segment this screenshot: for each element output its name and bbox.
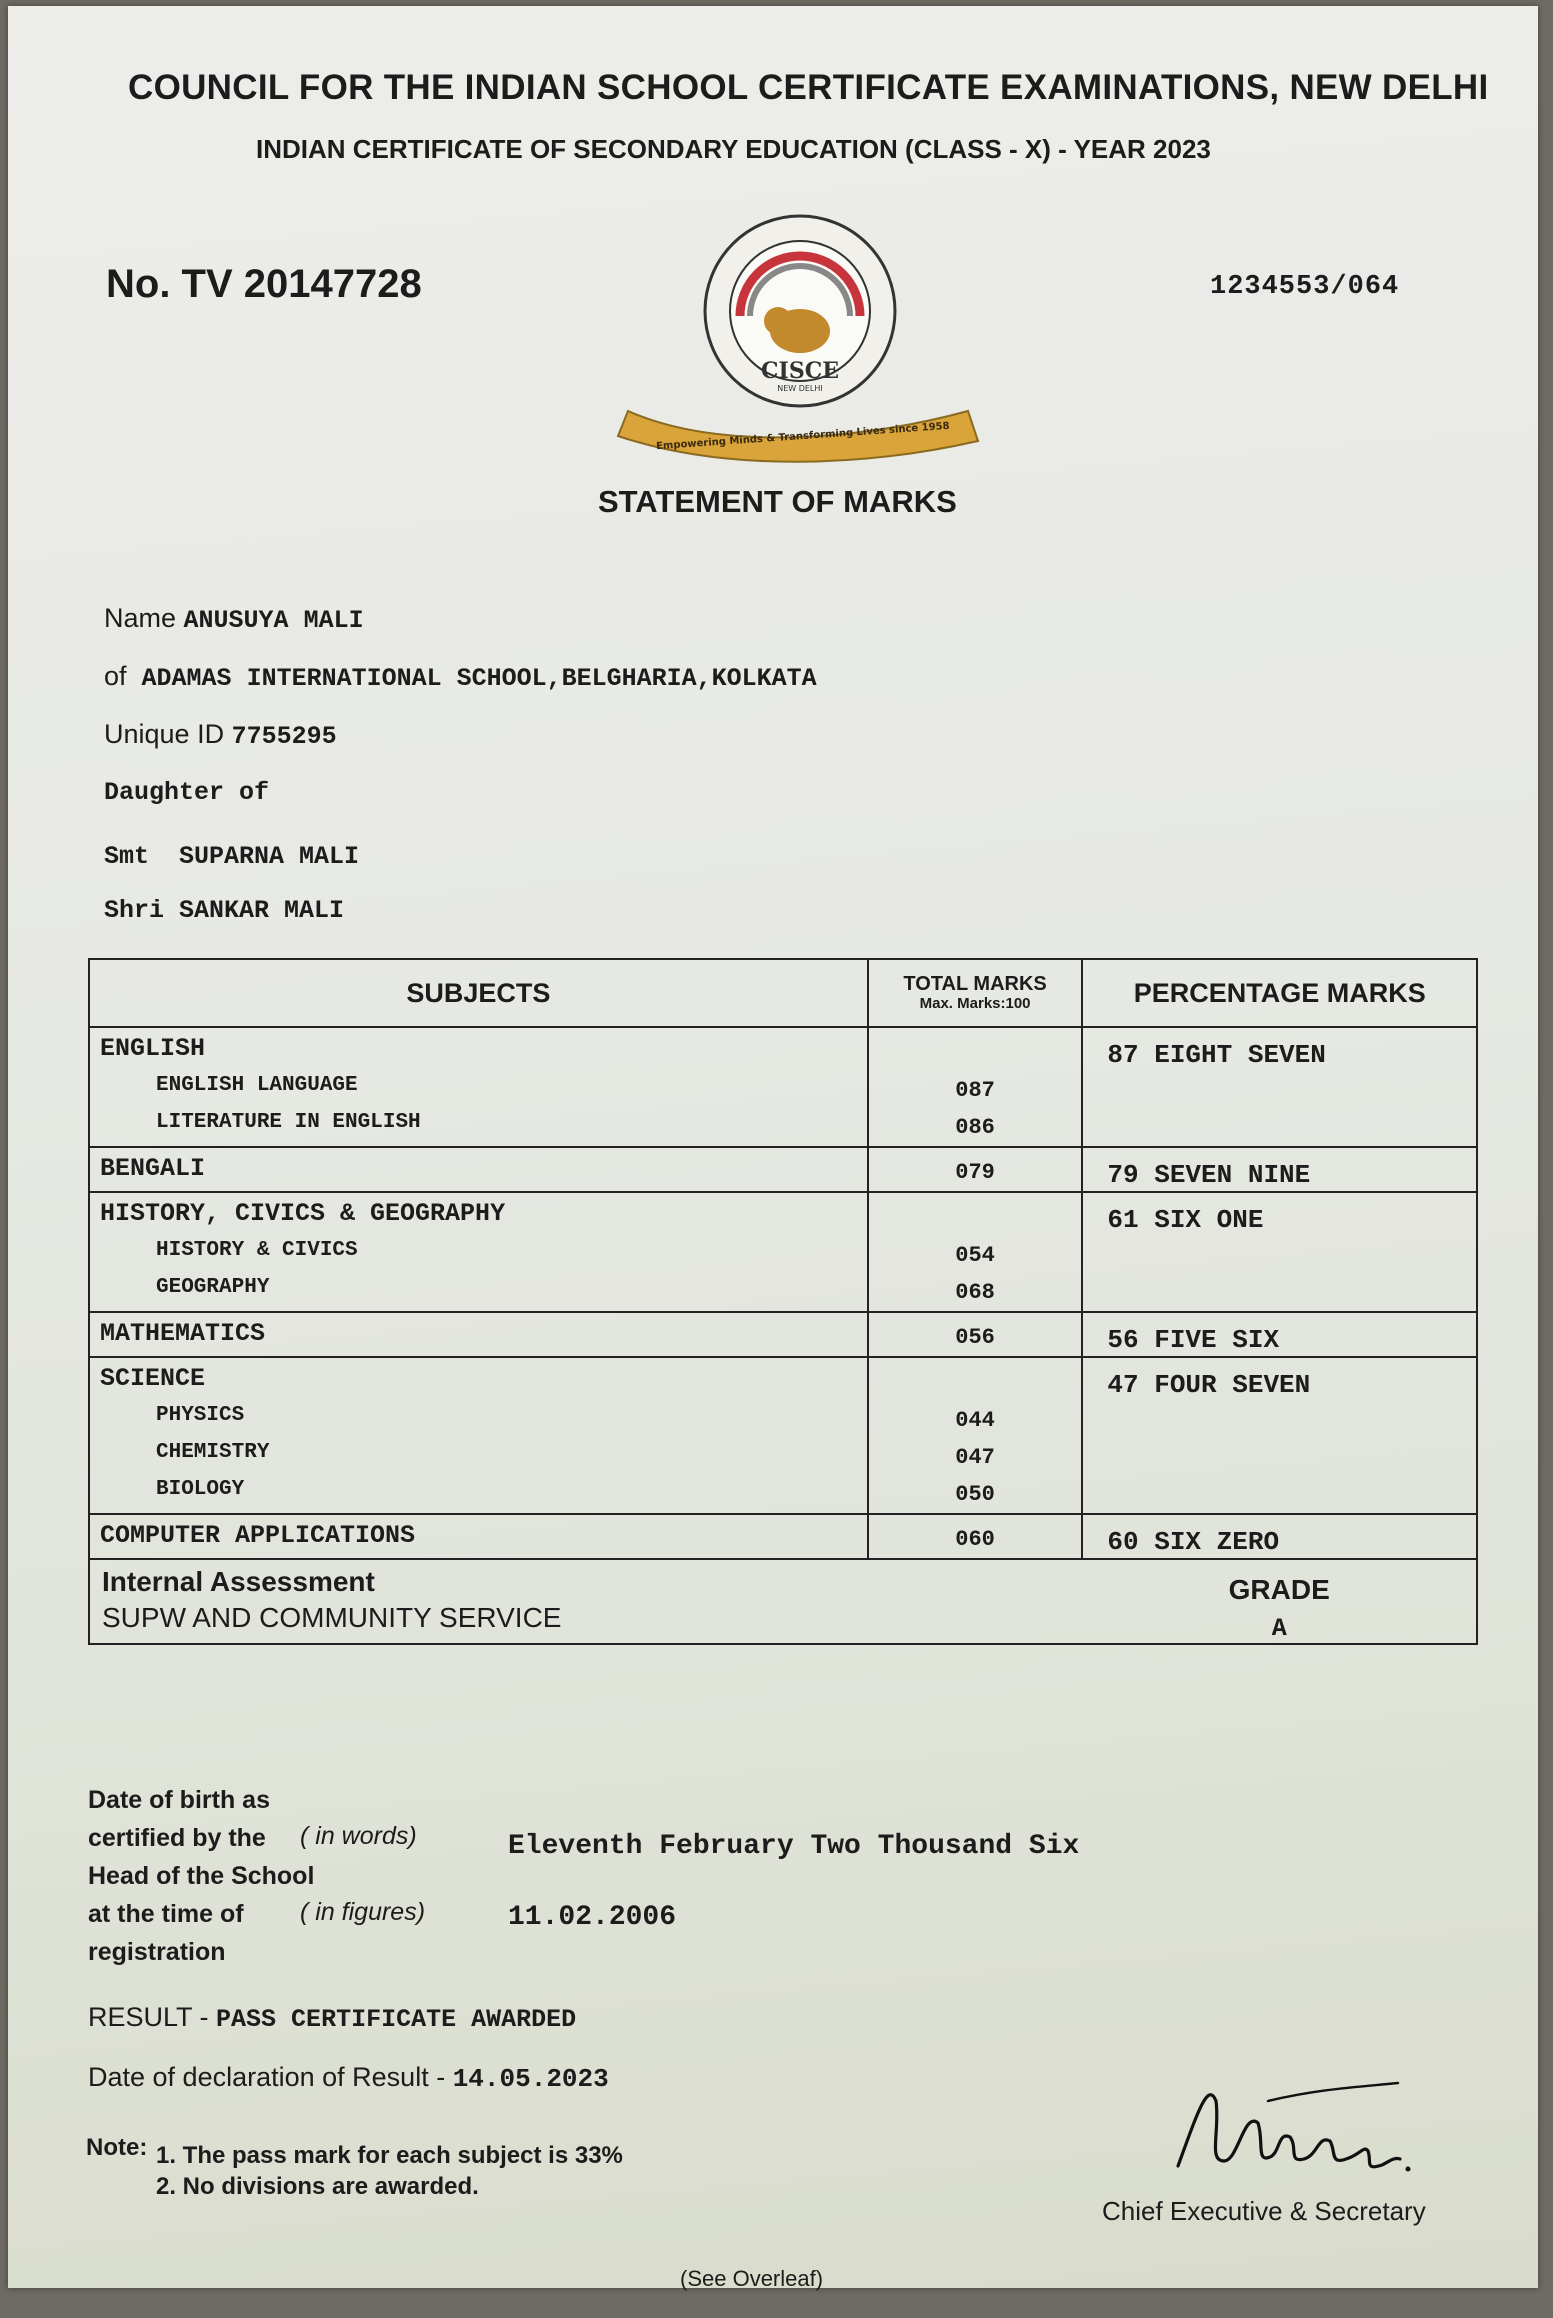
- internal-assessment-label: Internal Assessment: [102, 1566, 375, 1597]
- marks-value: 087: [955, 1078, 995, 1103]
- subject-part: ENGLISH LANGUAGE: [156, 1074, 358, 1097]
- subject-part: PHYSICS: [156, 1404, 245, 1427]
- name-row: [104, 603, 364, 635]
- result-label: RESULT -: [88, 2002, 209, 2032]
- note-line-1: 1. The pass mark for each subject is 33%: [156, 2142, 623, 2169]
- col-total-max: Max. Marks:100: [919, 995, 1031, 1012]
- subject-part: LITERATURE IN ENGLISH: [156, 1111, 421, 1134]
- unique-id: 7755295: [231, 722, 337, 751]
- subject-name: ENGLISH: [100, 1034, 206, 1063]
- marks-value: 047: [955, 1445, 995, 1470]
- school-row: [104, 661, 817, 693]
- mother-label: Smt: [104, 842, 150, 871]
- school-name: ADAMAS INTERNATIONAL SCHOOL,BELGHARIA,KOLKATA: [141, 664, 817, 693]
- subject-name: BENGALI: [100, 1154, 206, 1183]
- dob-label-line: registration: [88, 1938, 226, 1966]
- subject-part: CHEMISTRY: [156, 1441, 270, 1464]
- father-name: SANKAR MALI: [179, 896, 345, 925]
- result-value: PASS CERTIFICATE AWARDED: [216, 2005, 577, 2034]
- logo-abbr: CISCE: [761, 358, 839, 384]
- table-row: [89, 1027, 1477, 1147]
- table-row: [89, 1312, 1477, 1357]
- certificate-sheet: [8, 6, 1538, 2291]
- result-row: [88, 2002, 576, 2034]
- marks-value: 044: [955, 1408, 995, 1433]
- candidate-name: ANUSUYA MALI: [183, 606, 364, 635]
- subject-part: HISTORY & CIVICS: [156, 1239, 358, 1262]
- subject-name: COMPUTER APPLICATIONS: [100, 1521, 416, 1550]
- subject-part: BIOLOGY: [156, 1478, 245, 1501]
- table-row: [89, 1147, 1477, 1192]
- marks-table: [88, 958, 1478, 1645]
- col-subjects: SUBJECTS: [89, 959, 868, 1027]
- dob-label-line: certified by the: [88, 1824, 266, 1852]
- signatory-title: Chief Executive & Secretary: [1102, 2196, 1426, 2226]
- relation-label: Daughter of: [104, 778, 270, 807]
- percentage-value: 61 SIX ONE: [1107, 1205, 1264, 1235]
- uid-label: Unique ID: [104, 719, 225, 749]
- declaration-date: 14.05.2023: [452, 2064, 609, 2094]
- see-overleaf: (See Overleaf): [680, 2266, 824, 2291]
- percentage-value: 60 SIX ZERO: [1107, 1527, 1280, 1557]
- table-row: [89, 1357, 1477, 1514]
- uid-row: [104, 719, 337, 751]
- marks-value: 079: [955, 1160, 995, 1185]
- marks-value: 068: [955, 1280, 995, 1305]
- percentage-value: 79 SEVEN NINE: [1107, 1160, 1311, 1190]
- marks-value: 086: [955, 1115, 995, 1140]
- council-heading: COUNCIL FOR THE INDIAN SCHOOL CERTIFICATE EXAMINATIONS, NEW DELHI: [128, 68, 1489, 107]
- logo-ribbon: Empowering Minds & Transforming Lives since 1958: [655, 420, 950, 453]
- marks-value: 054: [955, 1243, 995, 1268]
- in-figures-label: ( in figures): [300, 1898, 426, 1926]
- of-label: of: [104, 661, 127, 691]
- grade-label: GRADE: [1228, 1574, 1330, 1605]
- table-row: [89, 1514, 1477, 1559]
- dob-label-line: at the time of: [88, 1900, 244, 1928]
- internal-assessment-row: [89, 1559, 1477, 1644]
- dob-label: [88, 1781, 314, 1971]
- signature: [1168, 2071, 1428, 2191]
- col-total-label: TOTAL MARKS: [903, 973, 1047, 995]
- subject-name: SCIENCE: [100, 1364, 206, 1393]
- subject-name: MATHEMATICS: [100, 1319, 266, 1348]
- percentage-value: 47 FOUR SEVEN: [1107, 1370, 1311, 1400]
- in-words-label: ( in words): [300, 1822, 417, 1850]
- mother-row: [104, 842, 359, 871]
- marks-value: 056: [955, 1325, 995, 1350]
- col-total-marks: [868, 959, 1083, 1027]
- marks-value: 060: [955, 1527, 995, 1552]
- cisce-logo: [608, 211, 998, 471]
- certificate-number: No. TV 20147728: [106, 262, 422, 306]
- father-label: Shri: [104, 896, 165, 925]
- exam-subheading: INDIAN CERTIFICATE OF SECONDARY EDUCATION (CLASS - X) - YEAR 2023: [256, 134, 1211, 164]
- dob-in-words: Eleventh February Two Thousand Six: [508, 1831, 1080, 1862]
- name-label: Name: [104, 603, 177, 633]
- grade-value: A: [1271, 1614, 1287, 1643]
- percentage-value: 87 EIGHT SEVEN: [1107, 1040, 1326, 1070]
- logo-city: NEW DELHI: [777, 384, 823, 393]
- table-row: [89, 1192, 1477, 1312]
- col-percentage: PERCENTAGE MARKS: [1082, 959, 1477, 1027]
- subject-name: HISTORY, CIVICS & GEOGRAPHY: [100, 1199, 506, 1228]
- dob-label-line: Date of birth as: [88, 1786, 270, 1814]
- father-row: [104, 896, 344, 925]
- supw-label: SUPW AND COMMUNITY SERVICE: [102, 1602, 562, 1633]
- subject-part: GEOGRAPHY: [156, 1276, 270, 1299]
- reference-number: 1234553/064: [1210, 272, 1400, 302]
- percentage-value: 56 FIVE SIX: [1107, 1325, 1280, 1355]
- statement-title: STATEMENT OF MARKS: [598, 484, 957, 519]
- note-label: Note:: [86, 2134, 148, 2161]
- dob-label-line: Head of the School: [88, 1862, 315, 1890]
- declaration-row: [88, 2062, 609, 2094]
- note-line-2: 2. No divisions are awarded.: [156, 2173, 479, 2200]
- mother-name: SUPARNA MALI: [179, 842, 360, 871]
- table-header-row: [89, 959, 1477, 1027]
- dob-in-figures: 11.02.2006: [508, 1902, 677, 1933]
- declaration-label: Date of declaration of Result -: [88, 2062, 446, 2092]
- marks-value: 050: [955, 1482, 995, 1507]
